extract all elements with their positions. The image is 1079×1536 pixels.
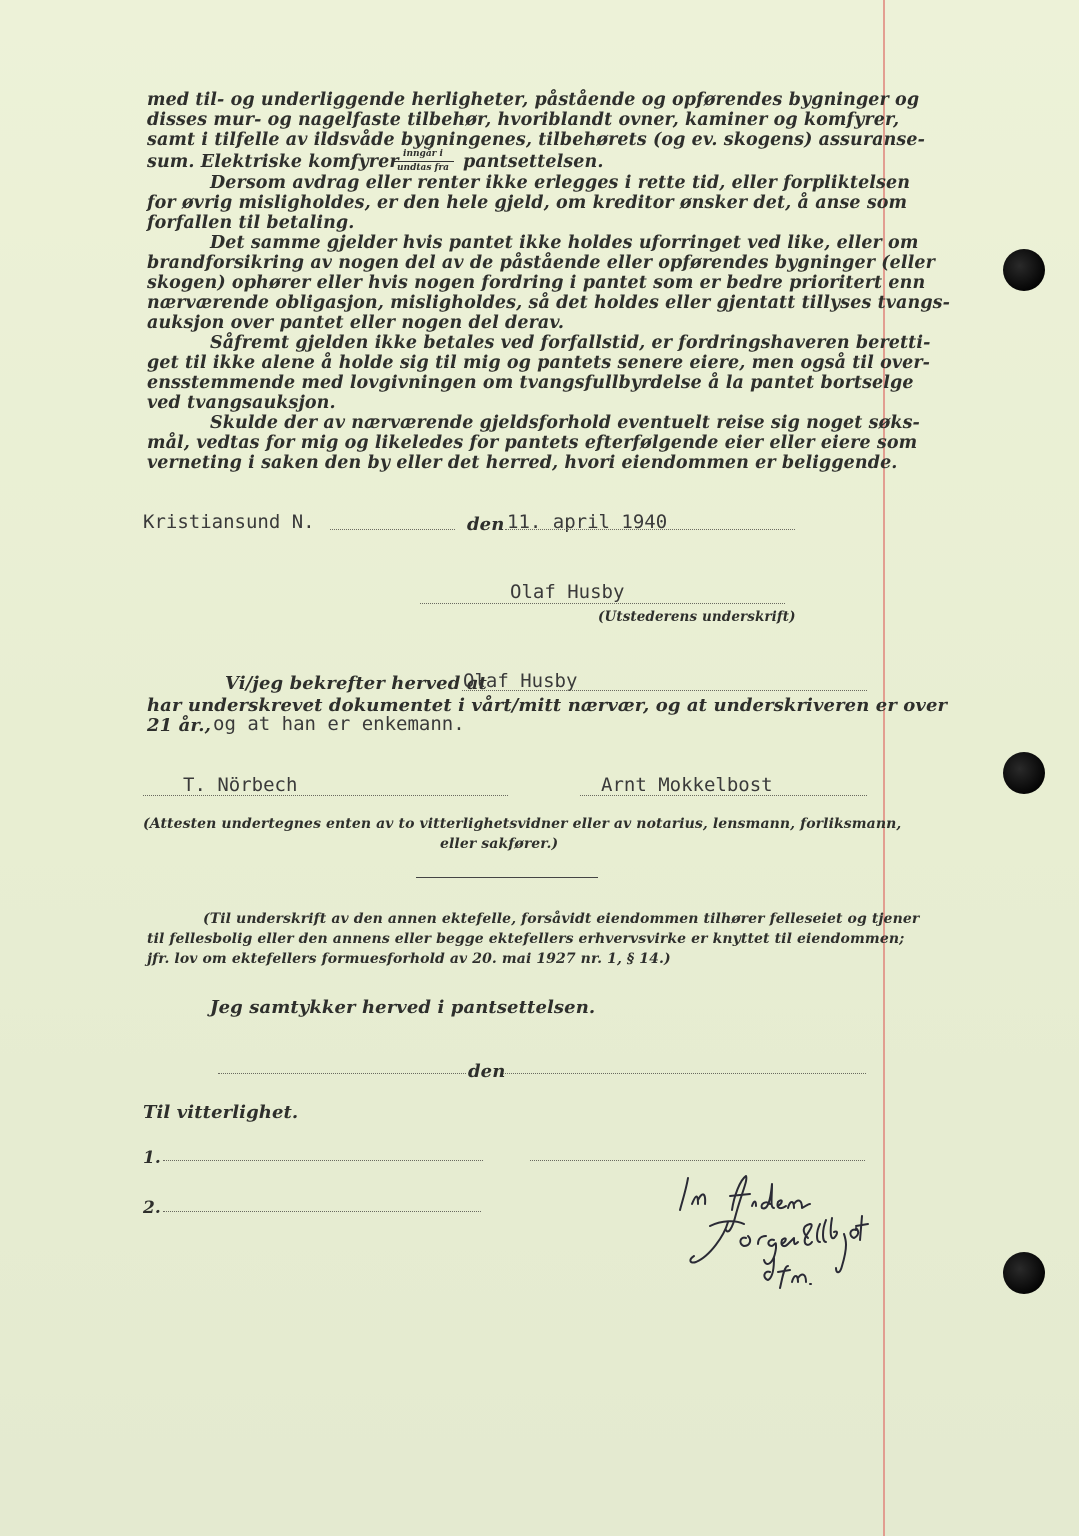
consent-den-label: den xyxy=(468,1061,506,1082)
witness-2-line xyxy=(580,795,867,796)
witness-1-name: T. Nörbech xyxy=(183,774,298,796)
fraction-bottom: undtas fra xyxy=(396,163,449,173)
witness-2-name: Arnt Mokkelbost xyxy=(601,774,773,796)
consent-place-line xyxy=(218,1073,466,1074)
date: 11. april 1940 xyxy=(507,511,668,533)
issuer-caption: (Utstederens underskrift) xyxy=(598,609,796,625)
spouse-note-3: jfr. lov om ektefellers formuesforhold av 20. mai 1927 nr. 1, § 14.) xyxy=(147,951,671,967)
body-line: sum. Elektriske komfyrer xyxy=(147,152,399,172)
punch-hole-middle xyxy=(1003,752,1045,794)
til-vitterlighet: Til vitterlighet. xyxy=(143,1102,299,1123)
handwritten-signature xyxy=(670,1170,870,1290)
date-line xyxy=(505,529,795,530)
fraction-rule xyxy=(392,161,454,162)
body-line: nærværende obligasjon, misligholdes, så det holdes eller gjentatt tillyses tvangs- xyxy=(147,293,950,313)
witness-number-2-line xyxy=(163,1211,481,1212)
punch-hole-top xyxy=(1003,249,1045,291)
separator-rule xyxy=(416,877,598,878)
body-line: pantsettelsen. xyxy=(463,152,604,172)
witness-line-3-typed: og at han er enkemann. xyxy=(213,713,465,735)
consent-text: Jeg samtykker herved i pantsettelsen. xyxy=(210,997,596,1018)
issuer-signature-line xyxy=(420,603,785,604)
witness-number-1: 1. xyxy=(143,1148,161,1168)
spouse-note-2: til fellesbolig eller den annens eller begge ektefellers erhvervsvirke er knyttet til eiendommen; xyxy=(147,931,905,947)
den-label: den xyxy=(467,514,505,535)
witness-line-3-printed: 21 år., xyxy=(147,715,212,736)
body-line: Det samme gjelder hvis pantet ikke holdes uforringet ved like, eller om xyxy=(210,233,919,253)
body-line: get til ikke alene å holde sig til mig og pantets senere eiere, men også til over- xyxy=(147,353,931,373)
body-line: disses mur- og nagelfaste tilbehør, hvoriblandt ovner, kaminer og komfyrer, xyxy=(147,110,900,130)
body-line: Skulde der av nærværende gjeldsforhold eventuelt reise sig noget søks- xyxy=(210,413,920,433)
body-line: for øvrig misligholdes, er den hele gjeld, om kreditor ønsker det, å anse som xyxy=(147,193,908,213)
witness-number-1-right-line xyxy=(530,1160,865,1161)
attest-note-2: eller sakfører.) xyxy=(440,836,559,852)
witnessed-name-line xyxy=(462,690,867,691)
issuer-name: Olaf Husby xyxy=(510,581,625,603)
body-line: ved tvangsauksjon. xyxy=(147,393,336,413)
witness-number-1-line xyxy=(163,1160,483,1161)
witnessed-name: Olaf Husby xyxy=(463,670,578,692)
spouse-note-1: (Til underskrift av den annen ektefelle, forsåvidt eiendommen tilhører felleseiet og tjener xyxy=(203,911,920,927)
body-line: Dersom avdrag eller renter ikke erlegges i rette tid, eller forpliktelsen xyxy=(210,173,911,193)
body-line: Såfremt gjelden ikke betales ved forfallstid, er fordringshaveren beretti- xyxy=(210,333,931,353)
witness-number-2: 2. xyxy=(143,1198,161,1218)
witness-prefix: Vi/jeg bekrefter herved at xyxy=(225,673,487,694)
body-line: med til- og underliggende herligheter, påstående og opførendes bygninger og xyxy=(147,90,920,110)
fraction-top: inngår i xyxy=(403,149,443,159)
body-line: samt i tilfelle av ildsvåde bygningenes, tilbehørets (og ev. skogens) assuranse- xyxy=(147,130,925,150)
witness-line-2: har underskrevet dokumentet i vårt/mitt nærvær, og at underskriveren er over xyxy=(147,695,948,716)
body-line: auksjon over pantet eller nogen del derav. xyxy=(147,313,565,333)
body-line: ensstemmende med lovgivningen om tvangsfullbyrdelse å la pantet bortselge xyxy=(147,373,914,393)
body-line: forfallen til betaling. xyxy=(147,213,355,233)
margin-line xyxy=(883,0,885,1536)
attest-note-1: (Attesten undertegnes enten av to vitterlighetsvidner eller av notarius, lensmann, forliksmann, xyxy=(143,816,902,832)
punch-hole-bottom xyxy=(1003,1252,1045,1294)
witness-1-line xyxy=(143,795,508,796)
consent-signature-line xyxy=(503,1073,866,1074)
body-line: mål, vedtas for mig og likeledes for pantets efterfølgende eier eller eiere som xyxy=(147,433,918,453)
body-line: verneting i saken den by eller det herred, hvori eiendommen er beliggende. xyxy=(147,453,898,473)
place: Kristiansund N. xyxy=(143,511,315,533)
place-line xyxy=(330,529,455,530)
body-line: brandforsikring av nogen del av de påstående eller opførendes bygninger (eller xyxy=(147,253,935,273)
body-line: skogen) ophører eller hvis nogen fordring i pantet som er bedre prioritert enn xyxy=(147,273,926,293)
